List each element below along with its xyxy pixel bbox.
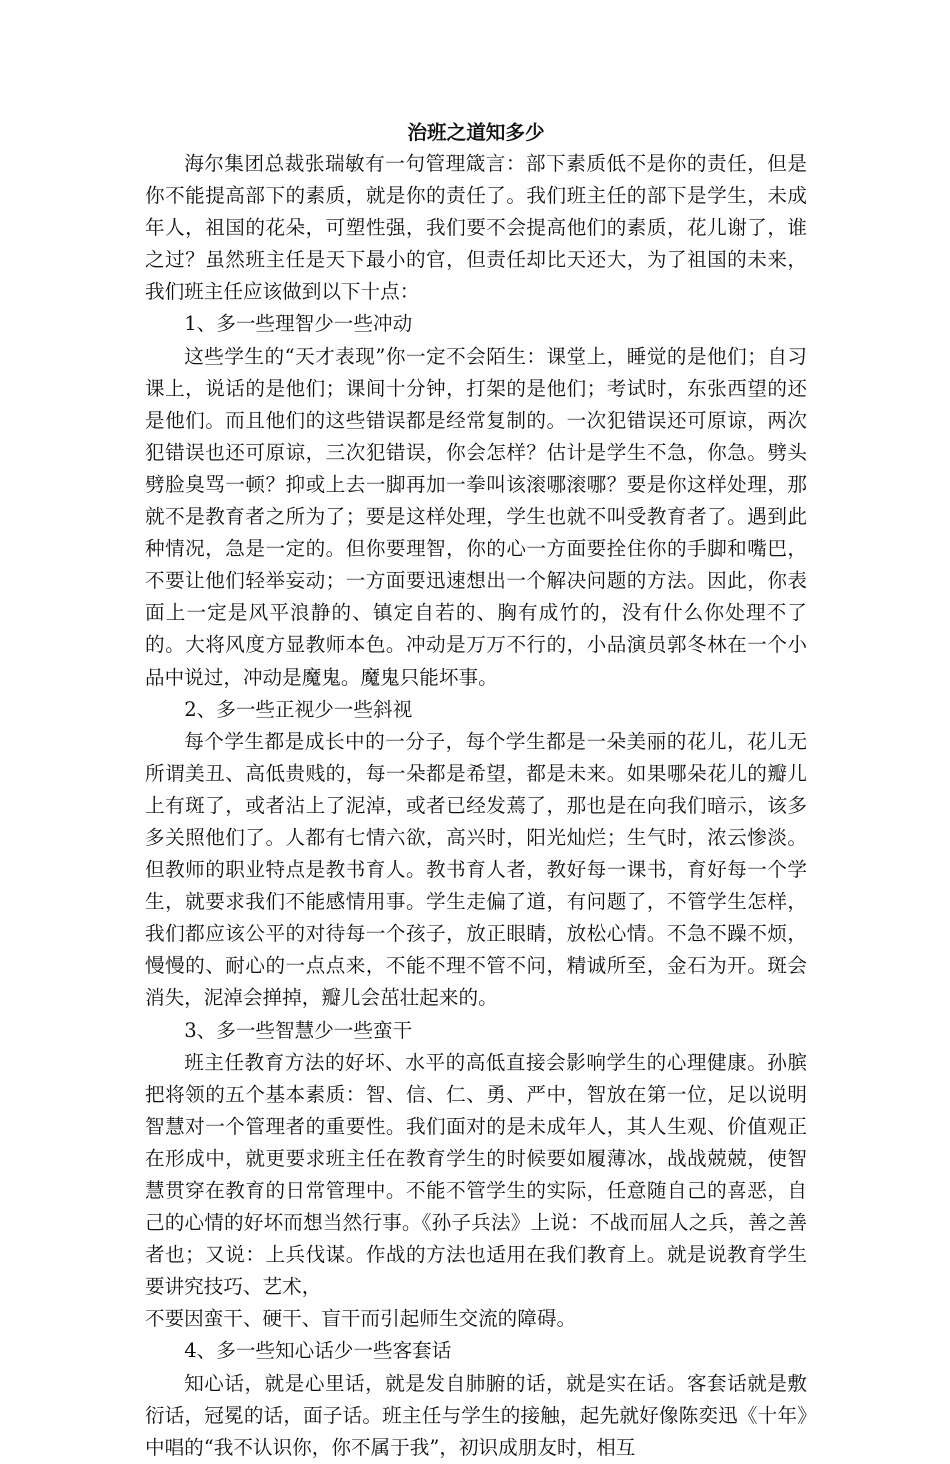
section-4-body: 知心话，就是心里话，就是发自肺腑的话，就是实在话。客套话就是敷衍话，冠冕的话，面子话。班主任与学生的接触，起先就好像陈奕迅《十年》中唱的“我不认识你，你不属于我”，初识成朋友时，相互 [145, 1371, 807, 1459]
intro-paragraph: 海尔集团总裁张瑞敏有一句管理箴言：部下素质低不是你的责任，但是你不能提高部下的素质，就是你的责任了。我们班主任的部下是学生，未成年人，祖国的花朵，可塑性强，我们要不会提高他们的素质，花儿谢了，谁之过？虽然班主任是天下最小的官，但责任却比天还大，为了祖国的未来，我们班主任应该做到以下十点： [145, 152, 807, 304]
section-4-heading: 4、多一些知心话少一些客套话 [184, 1339, 452, 1363]
section-1-heading: 1、多一些理智少一些冲动 [184, 312, 413, 336]
section-3-body-continued: 不要因蛮干、硬干、盲干而引起师生交流的障碍。 [145, 1307, 577, 1331]
document-title: 治班之道知多少 [407, 121, 545, 144]
section-3-body: 班主任教育方法的好坏、水平的高低直接会影响学生的心理健康。孙膑把将领的五个基本素质：智、信、仁、勇、严中，智放在第一位，足以说明智慧对一个管理者的重要性。我们面对的是未成年人，其人生观、价值观正在形成中，就更要求班主任在教育学生的时候要如履薄冰，战战兢兢，使智慧贯穿在教育的日常管理中。不能不管学生的实际，任意随自己的喜恶，自己的心情的好坏而想当然行事。《孙子兵法》上说：不战而屈人之兵，善之善者也；又说：上兵伐谋。作战的方法也适用在我们教育上。就是说教育学生要讲究技巧、艺术， [145, 1050, 807, 1299]
section-1-body: 这些学生的“天才表现”你一定不会陌生：课堂上，睡觉的是他们；自习课上，说话的是他们；课间十分钟，打架的是他们；考试时，东张西望的还是他们。而且他们的这些错误都是经常复制的。一次犯错误还可原谅，两次犯错误也还可原谅，三次犯错误，你会怎样？估计是学生不急，你急。劈头劈脸臭骂一顿？抑或上去一脚再加一拳叫该滚哪滚哪？要是你这样处理，那就不是教育者之所为了；要是这样处理，学生也就不叫受教育者了。遇到此种情况，急是一定的。但你要理智，你的心一方面要拴住你的手脚和嘴巴，不要让他们轻举妄动；一方面要迅速想出一个解决问题的方法。因此，你表面上一定是风平浪静的、镇定自若的、胸有成竹的，没有什么你处理不了的。大将风度方显教师本色。冲动是万万不行的，小品演员郭冬林在一个小品中说过，冲动是魔鬼。魔鬼只能坏事。 [145, 344, 807, 689]
section-3-heading: 3、多一些智慧少一些蛮干 [184, 1018, 413, 1042]
section-2-heading: 2、多一些正视少一些斜视 [184, 697, 413, 721]
section-2-body: 每个学生都是成长中的一分子，每个学生都是一朵美丽的花儿，花儿无所谓美丑、高低贵贱的，每一朵都是希望，都是未来。如果哪朵花儿的瓣儿上有斑了，或者沾上了泥淖，或者已经发蔫了，那也是在向我们暗示，该多多关照他们了。人都有七情六欲，高兴时，阳光灿烂；生气时，浓云惨淡。但教师的职业特点是教书育人。教书育人者，教好每一课书，育好每一个学生，就要求我们不能感情用事。学生走偏了道，有问题了，不管学生怎样，我们都应该公平的对待每一个孩子，放正眼睛，放松心情。不急不躁不烦，慢慢的、耐心的一点点来，不能不理不管不问，精诚所至，金石为开。斑会消失，泥淖会掸掉，瓣儿会茁壮起来的。 [145, 729, 807, 1010]
document-page [145, 118, 807, 1464]
